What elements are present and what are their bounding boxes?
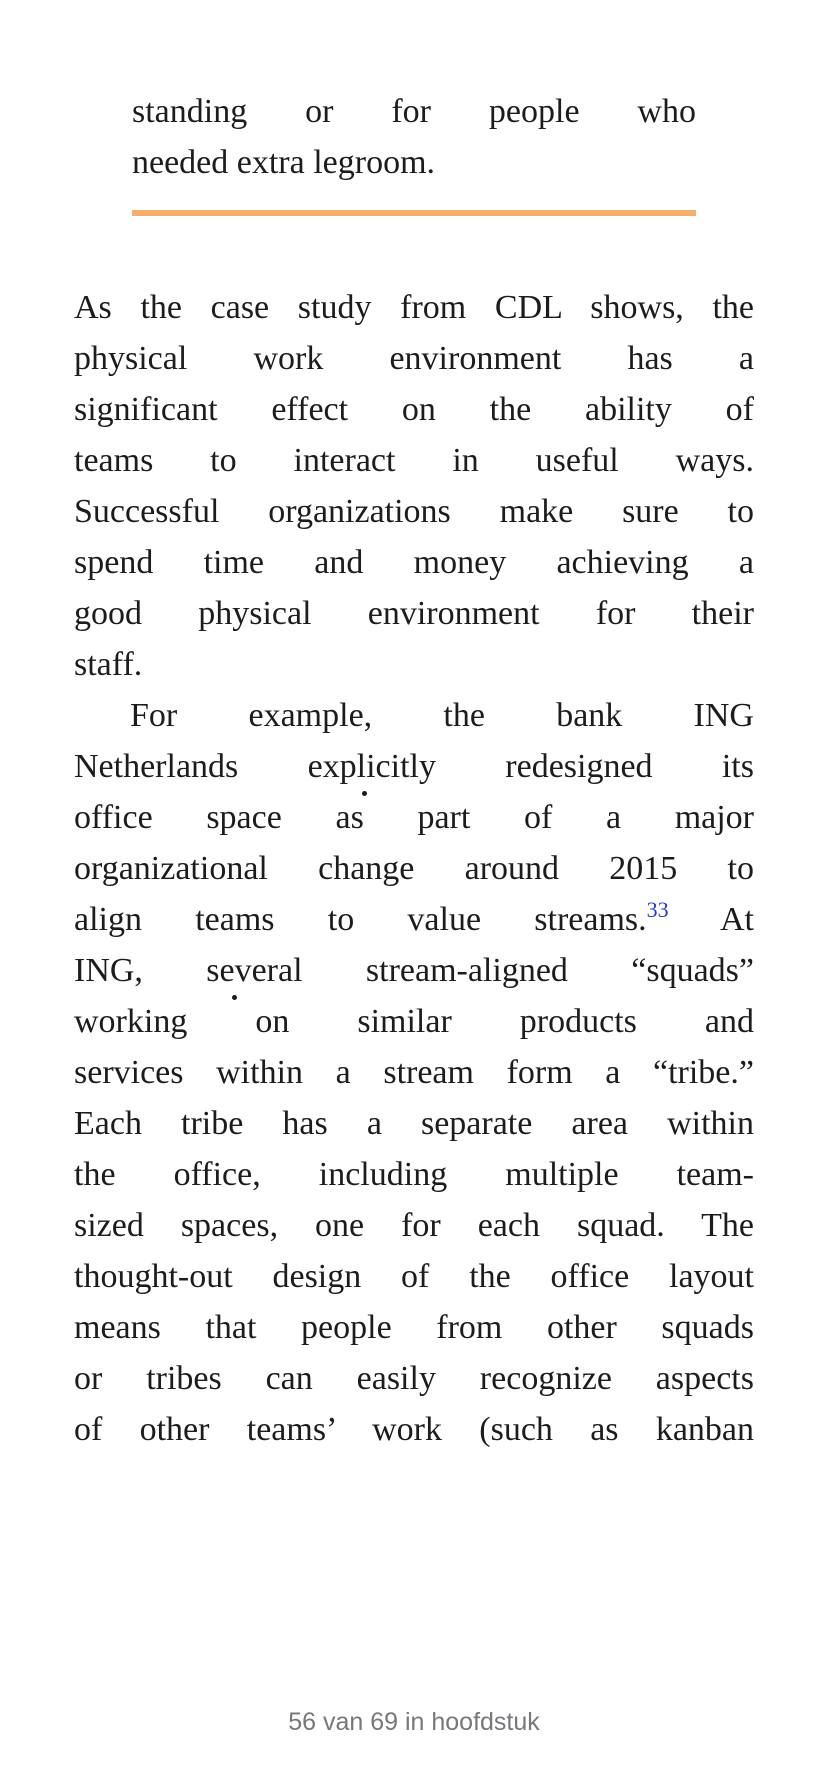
text-line: services within a stream form a “tribe.”	[74, 1054, 754, 1091]
text-line: Successful organizations make sure to	[74, 493, 754, 530]
text-line: teams to interact in useful ways.	[74, 442, 754, 479]
text-line: the office, including multiple team-	[74, 1156, 754, 1193]
text-line: thought-out design of the office layout	[74, 1258, 754, 1295]
page-progress-label: 56 van 69 in hoofdstuk	[288, 1708, 540, 1736]
stray-mark-dot	[232, 995, 237, 1000]
text-line: As the case study from CDL shows, the	[74, 289, 754, 326]
text-line: needed extra legroom.	[132, 144, 436, 181]
body-paragraph	[74, 690, 754, 1455]
text-line: align teams to value streams.$^{33}$ At	[74, 897, 754, 938]
text-line: organizational change around 2015 to	[74, 850, 754, 887]
text-line: Netherlands explicitly redesigned its	[74, 748, 754, 785]
text-line: working on similar products and	[74, 1003, 754, 1040]
text-line: significant effect on the ability of	[74, 391, 754, 428]
text-line: physical work environment has a	[74, 340, 754, 377]
text-line: good physical environment for their	[74, 595, 754, 632]
body-text	[74, 282, 754, 1455]
text-line: spend time and money achieving a	[74, 544, 754, 581]
text-line: standing or for people who	[132, 93, 696, 130]
text-line: means that people from other squads	[74, 1309, 754, 1346]
text-line: or tribes can easily recognize aspects	[74, 1360, 754, 1397]
text-line: sized spaces, one for each squad. The	[74, 1207, 754, 1244]
text-line: ING, several stream-aligned “squads”	[74, 952, 754, 989]
footnote-link[interactable]: 33	[646, 897, 669, 922]
text-line: Each tribe has a separate area within	[74, 1105, 754, 1142]
body-paragraph	[74, 282, 754, 690]
stray-mark-dot	[362, 791, 367, 796]
text-line: office space as part of a major	[74, 799, 754, 836]
text-line: staff.	[74, 646, 143, 683]
text-line: of other teams’ work (such as kanban	[74, 1411, 754, 1448]
pull-quote	[132, 86, 696, 216]
text-line: For example, the bank ING	[130, 697, 754, 734]
